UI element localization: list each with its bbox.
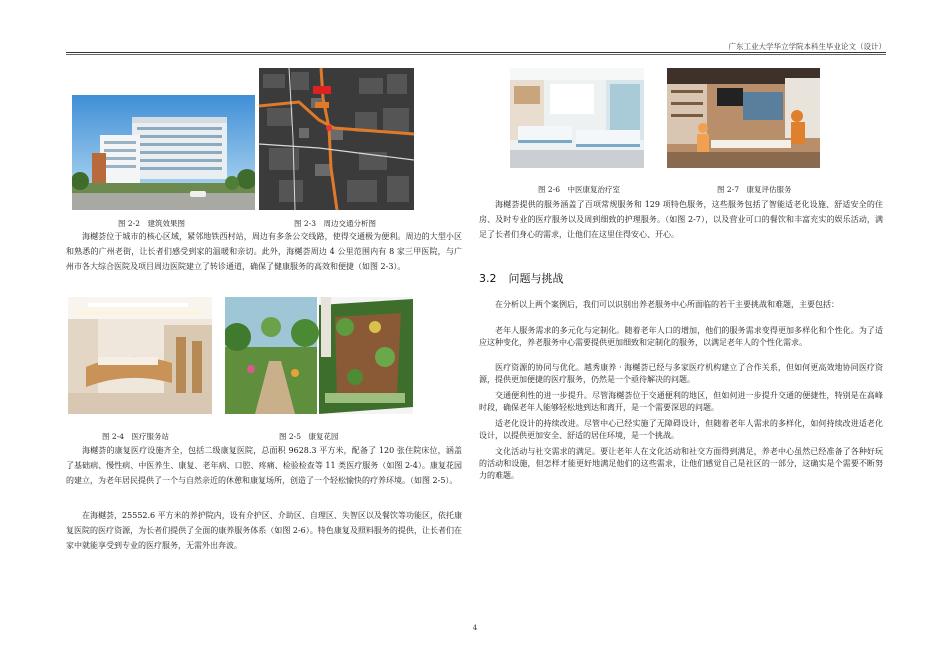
figure-caption-2-5: 图 2-5 康复花园 xyxy=(279,432,339,441)
right-paragraph-6: 适老化设计的持续改进。尽管中心已经实施了无障碍设计，但随着老年人需求的多样化，如何持续改进适老化设计，以提供更加安全、舒适的居住环境，是一个挑战。 xyxy=(479,419,883,440)
right-paragraph-2: 在分析以上两个案例后，我们可以识别出养老服务中心所面临的若干主要挑战和难题，主要包括： xyxy=(495,300,839,309)
figure-caption-2-6: 图 2-6 中医康复治疗室 xyxy=(538,185,620,194)
figure-caption-2-4: 图 2-4 医疗服务站 xyxy=(102,432,169,441)
section-title: 问题与挑战 xyxy=(508,272,564,285)
figure-tcm-room xyxy=(510,68,644,168)
running-header: 广东工业大学华立学院本科生毕业论文（设计） xyxy=(728,42,886,51)
figure-caption-2-2: 图 2-2 建筑效果图 xyxy=(118,219,185,228)
figure-medical-station xyxy=(68,297,212,414)
figure-rehab-garden xyxy=(225,297,413,414)
right-paragraph-1: 海樾荟提供的服务涵盖了百项常规服务和 129 项特色服务，这些服务包括了智能适老化设施、舒适安全的住房、及时专业的医疗服务以及周到细致的护理服务。（如图 2-7），以及营业可口的餐饮和丰富充实的娱乐活动，满足了长者们身心的需求，让他们在这里住得安心、开心。 xyxy=(479,200,883,239)
right-paragraph-3: 老年人服务需求的多元化与定制化。随着老年人口的增加，他们的服务需求变得更加多样化和个性化。为了适应这种变化，养老服务中心需要提供更加细致和定制化的服务，以满足老年人的个性化需求。 xyxy=(479,326,883,347)
section-heading xyxy=(479,270,564,286)
left-paragraph-2: 海樾荟的康复医疗设施齐全，包括二级康复医院，总面积 9628.3 平方米，配备了 120 张住院床位，涵盖了基础病、慢性病、中医养生、康复、老年病、口腔、疼痛、检验检查等 11 类医疗服务（如图 2-4）。康复花园的建立，为老年居民提供了一个与自然亲近的休憩和康复场所，创造了一个轻松愉快的疗养环境。（如图 2-5）。 xyxy=(66,446,462,485)
figure-rehab-assessment xyxy=(667,68,820,168)
right-paragraph-4: 医疗资源的协同与优化。越秀康养 · 海樾荟已经与多家医疗机构建立了合作关系，但如何更高效地协同医疗资源，提供更加便捷的医疗服务，仍然是一个亟待解决的问题。 xyxy=(479,363,883,384)
header-rule-thin xyxy=(66,54,886,55)
figure-building-rendering xyxy=(72,95,255,210)
section-number: 3.2 xyxy=(479,272,497,285)
left-paragraph-3: 在海樾荟，25552.6 平方米的养护院内，设有介护区、介助区、自理区、失智区以及餐饮等功能区，依托康复医院的医疗资源，为长者们提供了全面的康养服务体系（如图 2-6）。特色康复及照料服务的提供，让长者们在家中就能享受到专业的医疗服务，无需外出奔波。 xyxy=(66,511,462,550)
figure-traffic-map xyxy=(259,68,414,210)
right-paragraph-7: 文化活动与社交需求的满足。要让老年人在文化活动和社交方面得到满足，养老中心虽然已经准备了各种好玩的活动和设施，但怎样才能更好地满足他们的这些需求，让他们感觉自己是社区的一部分，这确实是个需要不断努力的难题。 xyxy=(479,447,883,480)
page-number: 4 xyxy=(472,624,478,632)
left-paragraph-1: 海樾荟位于城市的核心区域，紧邻地铁西村站，周边有多条公交线路，使得交通极为便利。周边的大型小区和熟悉的广州老街，让长者们感受到家的温暖和亲切。此外，海樾荟周边 4 公里范围内有 8 家三甲医院，与广州市各大综合医院及项目周边医院建立了转诊通道，确保了健康服务的高效和便捷（如图 2-3）。 xyxy=(66,232,462,271)
header-rule xyxy=(66,52,886,53)
figure-caption-2-3: 图 2-3 周边交通分析图 xyxy=(294,219,376,228)
right-paragraph-5: 交通便利性的进一步提升。尽管海樾荟位于交通便利的地区，但如何进一步提升交通的便捷性，特别是在高峰时段，确保老年人能够轻松地到达和离开，是一个需要深思的问题。 xyxy=(479,391,883,412)
figure-caption-2-7: 图 2-7 康复评估服务 xyxy=(717,185,792,194)
